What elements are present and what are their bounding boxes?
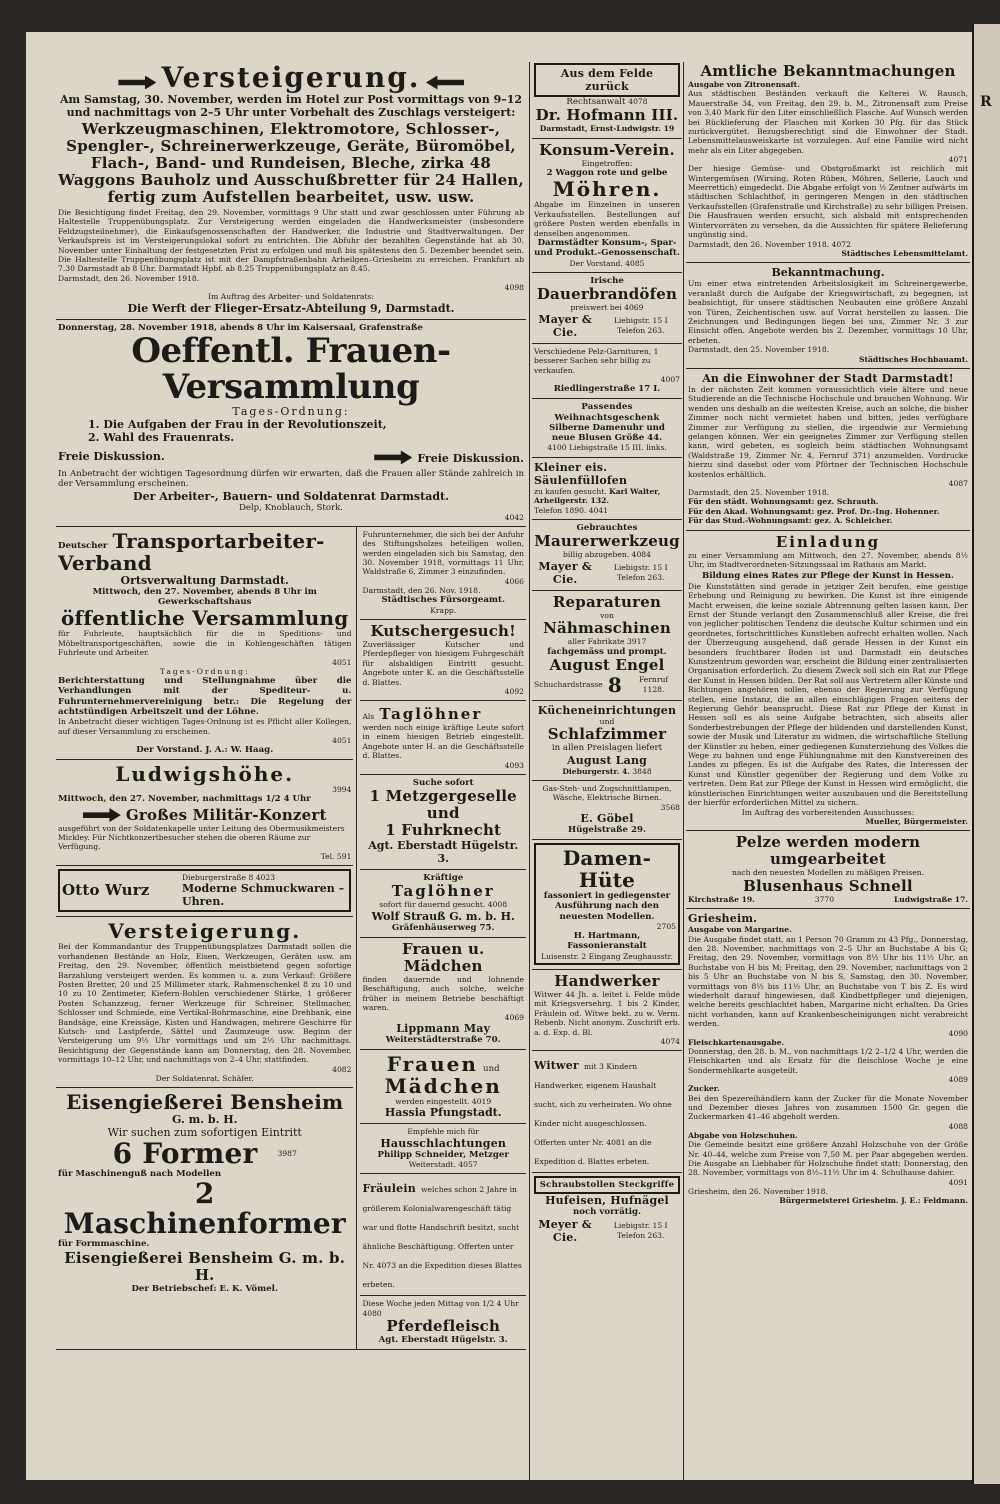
ad-code: 4051 <box>332 657 352 667</box>
widower-title: Witwer <box>534 1059 579 1073</box>
furniture-line: in allen Preislagen liefert <box>551 743 663 754</box>
lawyer-name: Dr. Hofmann III. <box>535 106 679 125</box>
horseshoe-title: Schraubstollen Steckgriffe <box>534 1176 680 1194</box>
wurz-line: Moderne Schmuckwaren – Uhren. <box>182 882 345 909</box>
foundry-for2: für Formmaschine. <box>58 1239 150 1250</box>
ad-code: 4057 <box>458 1159 478 1169</box>
lawyer-ad <box>532 60 682 139</box>
griesheim-text: Die Gemeinde besitzt eine größere Anzahl Holzschuhe von der Größe Nr. 40–44, welche zum Preise von 7,50 M. per Paar abgegeben werden. Die Ausgabe an Liebhaber für Holzschuhe findet statt: Donnerstag, den 28. November, vormittags von 8½–11½ Uhr im 4. Schulhause dahier. <box>688 1140 968 1178</box>
meeting-names: Delp, Knoblauch, Stork. <box>238 502 344 513</box>
griesheim-text: Donnerstag, den 28. b. M., von nachmittags 1/2 2–1/2 4 Uhr, werden die Fleischkarten und als Ersatz für die fleischlose Woche je eine Sondermehlkarte ausgeteilt. <box>688 1047 968 1075</box>
stoves-ad <box>532 273 682 344</box>
announcement <box>686 263 970 369</box>
horsemeat-title: Pferdefleisch <box>386 1317 501 1336</box>
sewing-tel: Fernruf 1128. <box>638 675 669 694</box>
announcement-title: Bekanntmachung. <box>771 266 885 280</box>
pointing-hand-icon <box>118 76 156 90</box>
ad-code: 4072 <box>831 239 851 249</box>
horseshoe-addr: Liebigstr. 15 I Telefon 263. <box>613 1221 668 1240</box>
stoves-line: preiswert bei <box>570 303 622 313</box>
goebel-ad <box>532 781 682 840</box>
residents-date: Darmstadt, den 25. November 1918. <box>688 488 830 498</box>
ad-code: 4084 <box>631 550 651 560</box>
hats-firm: H. Hartmann, Fassonieranstalt <box>567 930 647 952</box>
transport-pre: Deutscher <box>58 540 108 551</box>
ad-code: 3987 <box>277 1149 297 1159</box>
schneider-ad <box>360 1124 526 1174</box>
ad-code: 4051 <box>332 736 352 746</box>
stoves-addr: Liebigstr. 15 I Telefon 263. <box>613 316 668 335</box>
sewing-firm: August Engel <box>549 655 665 674</box>
agenda-item: 2. Wahl des Frauenrats. <box>88 430 235 444</box>
goebel-firm: E. Göbel <box>580 811 634 825</box>
hassia-w2: Mädchen <box>384 1073 502 1098</box>
residents-text: In der nächsten Zeit kommen voraussichtlich viele ältere und neue Studierende an die Technische Hochschule und brauchen Wohnung. Wir wenden uns deshalb an die weitesten Kreise, auch an solche, die bisher Zimmer noch nicht vermietet haben und bitten, jedes verfügbare Zimmer zur Verfügung zu stellen, die irgendwie zur Vermietung gelangen können. Wer ein geeignetes Zimmer zur Verfügung stellen kann, wird gebeten, es sogleich beim städtischen Wohnungsamt (Waldstraße 19, Zimmer Nr. 4, Fernruf 371) anzumelden. Vordrucke hierzu sind dasebst oder vom Pförtner der Technischen Hochschule kostenlos erhältlich. <box>688 384 968 479</box>
wurz-name: Otto Wurz <box>62 882 150 900</box>
stove-wanted-title: Kleiner eis. Säulenfüllofen <box>534 460 628 487</box>
fraeulein-title: Fräulein <box>362 1182 416 1196</box>
sewing-line: aller Fabrikate <box>567 637 625 647</box>
goebel-text: Gas-Steh- und Zugschnittlampen, Wäsche, Elektrische Birnen. <box>542 783 672 803</box>
ad-code: 4090 <box>948 1028 968 1038</box>
strauss-addr: Gräfenhäuserweg 75. <box>391 922 495 933</box>
sewing-repair-ad <box>532 591 682 701</box>
ad-code: 4092 <box>504 687 524 697</box>
remodel-sub: nach den neuesten Modellen zu mäßigen Preisen. <box>731 868 925 878</box>
ad-code: 4100 <box>547 443 567 453</box>
ad-code: 4069 <box>504 1012 524 1022</box>
furniture-ad <box>532 701 682 781</box>
hats-addr: Luisenstr. 2 Eingang Zeughausstr. <box>541 951 673 961</box>
may-text: finden dauernde und lohnende Beschäftigung, auch solche, welche früher in meinem Betriebe beschäftigt waren. <box>362 974 524 1013</box>
furniture-head: Schlafzimmer <box>547 725 667 744</box>
meeting-signature: Der Arbeiter-, Bauern- und Soldatenrat Darmstadt. <box>133 489 449 503</box>
notices-date: Darmstadt, den 26. November 1918. <box>688 239 830 249</box>
auction-items: Werkzeugmaschinen, Elektromotore, Schlosser-, Spengler-, Schreinerwerkzeuge, Geräte, Büromöbel, Flach-, Band- und Rundeisen, Bleche, zirka 48 Waggons Bauholz und Ausschußbretter für 24 Hallen, fertig zum Aufstellen bearbeitet, usw. usw. <box>58 120 524 206</box>
strauss-title: Taglöhner <box>391 882 495 901</box>
griesheim-sub: Fleischkartenausgabe. <box>688 1037 785 1047</box>
concert-head: Großes Militär-Konzert <box>125 805 327 824</box>
mason-pre: Gebrauchtes <box>576 523 638 534</box>
may-firm: Lippmann May <box>396 1021 491 1035</box>
foundry-sub: G. m. b. H. <box>171 1112 238 1126</box>
left-column <box>56 60 526 1350</box>
sewing-head: Nähmaschinen <box>543 619 671 638</box>
ad-code: 4007 <box>660 374 680 384</box>
art-council-text: Die Kunststätten sind gerade in jetziger Zeit berufen, eine geistige Erhebung und Reinigung zu bewirken. Die Kunst ist ihre einigende Macht erweisen, die keine soziale Abtrennung gelten lassen kann. Der Ernst der Stunde verlangt den Zusammenschluß aller Kreise, die frei von jeglicher politischen Tendenz die deutsche Kultur schirmen und ein geordnetes, fortschrittliches Kunstleben aufrecht erhalten wollen. Nach der Überzeugung ausgehend, daß gerade Hessen in der Kunst ein besonders fruchtbarer Boden ist und Darmstadt ein deutsches Kunstzentrum geworden war, erscheint die Bildung einer zentralisierten Organisation erforderlich. Zu diesem Zweck soll sich ein Rat zur Pflege der Kunst in Hessen bilden. Der Rat soll aus Vertretern aller Künste und Richtungen angehören sollen, ebenso der Regierung zur Verfügung stellen, eine Instanz, die an allen einschlägigen Fragen seitens der Regierung Gehör beansprucht. Diese Rat zur Pflege der Kunst in Hessen soll es als seine Aufgabe betrachten, sich abseits aller Sonderbestrebungen der Pflege der bildenden und darstellenden Kunst, sowie der Musik und Literatur zu widmen, die wirtschaftliche Stellung der Künstler zu heben, einer gediegenen Kunsterziehung des Volkes die Wege zu bahnen und enge Fühlungnahme mit den Kunstvereinen des Landes zu pflegen. Es ist die Aufgabe des Rates, die Interessen der Kunst und Künstler gegenüber der Regierung und dem Volke zu vertreten. Dem Rat zur Pflege der Kunst in Hessen wird ermöglicht, die künstlerischen Einrichtungen weiter auszubauen und die Bereitstellung der hierfür erforderlichen Mittel zu sichern. <box>688 581 968 808</box>
hats-line: fassoniert in gediegenster Ausführung nach den neuesten Modellen. <box>543 891 671 922</box>
hassia-und: und <box>483 1063 500 1074</box>
furs-ad <box>532 344 682 400</box>
ad-code: 4023 <box>255 872 276 882</box>
gift-line: neue Blusen Größe 44. <box>551 433 663 444</box>
art-council-auth: Im Auftrag des vorbereitenden Ausschusses: <box>741 807 915 817</box>
laborer-text: werden noch einige kräftige Leute sofort in einem hiesigen Betrieb eingestellt. Angebote unter H. an die Geschäftsstelle d. Blattes. <box>362 723 524 761</box>
announcement-office: Städtisches Hochbauamt. <box>858 354 968 364</box>
griesheim-title: Griesheim. <box>688 912 758 926</box>
transport-for: für Fuhrleute, hauptsächlich für die in Speditions- und Möbeltransportgeschäften, sowie die in Kohlengeschäften tätigen Fuhrleute und Arbeiter. <box>58 629 352 658</box>
butcher-ad <box>360 775 526 870</box>
art-council-title: Bildung eines Rates zur Pflege der Kunst in Hessen. <box>701 571 955 582</box>
widower-ad <box>532 1051 682 1173</box>
lawyer-title: Aus dem Felde zurück <box>534 63 680 97</box>
ad-code: 3994 <box>332 785 352 795</box>
sewing-num: 8 <box>607 672 623 697</box>
butcher-line: 1 Metzgergeselle und <box>369 786 517 822</box>
butcher-addr: Agt. Eberstadt Hügelstr. 3. <box>368 838 519 865</box>
concert-body: ausgeführt von der Soldatenkapelle unter Leitung des Obermusikmeisters Mickley. Für Nichtkonzertbesucher stehen die oberen Räume zur Verfügung. <box>58 823 345 852</box>
coop-sig: Der Vorstand. <box>569 258 623 268</box>
notices-sub: Ausgabe von Zitronensaft. <box>688 80 800 89</box>
coop-title: Konsum-Verein. <box>539 140 675 159</box>
ad-code: 4078 <box>628 97 648 106</box>
notices-text: Aus städtischen Beständen verkauft die Kelterei W. Rausch, Mauerstraße 34, von Freitag, den 29. b. M., Zitronensaft zum Preise von 3,40 Mark für den Liter einschließlich Flasche. Auf Wunsch werden bei Rücklieferung der Flaschen mit Korken 30 Pfg. für das Stück zurückvergütet. Bezugsberechtigt sind die Einwohner der Stadt. Lebensmittelausweiskarte ist vorzulegen. Auf eine Familie wird nicht mehr als ein Liter abgegeben. <box>688 89 968 155</box>
handwerker-title: Handwerker <box>554 971 660 990</box>
handwerker-ad <box>532 970 682 1051</box>
coop-firm: Darmstädter Konsum-, Spar- und Produkt.-Genossenschaft. <box>534 238 680 259</box>
coop-line: 2 Waggon rote und gelbe <box>546 168 668 179</box>
ad-code: 4085 <box>625 258 645 268</box>
ad-code: 4089 <box>948 1075 968 1085</box>
fuhr-office: Städtisches Fürsorgeamt. <box>381 595 505 606</box>
sewing-von: von <box>600 610 614 620</box>
lawyer-sub: Rechtsanwalt <box>566 97 626 107</box>
strauss-pre: Kräftige <box>423 872 464 883</box>
mason-addr: Liebigstr. 15 I Telefon 263. <box>613 563 668 582</box>
griesheim-notices <box>686 909 970 1210</box>
pointing-hand-icon <box>83 808 121 822</box>
meeting-body: In Anbetracht der wichtigen Tagesordnung dürfen wir erwarten, daß die Frauen aller Stände zahlreich in der Versammlung erscheinen. <box>58 468 524 490</box>
ad-code: 3917 <box>626 637 647 647</box>
remodel-title: Pelze werden modern umgearbeitet <box>735 833 921 869</box>
sewing-title: Reparaturen <box>552 592 662 611</box>
adjacent-page-edge <box>972 24 1000 1484</box>
column-rule <box>529 62 530 1480</box>
ad-code: 4066 <box>504 576 524 586</box>
gift-ad <box>532 399 682 458</box>
mason-line: billig abzugeben. <box>563 550 630 560</box>
residents-title: An die Einwohner der Stadt Darmstadt! <box>702 371 954 385</box>
middle-column <box>532 60 682 1248</box>
remodel-addr: Ludwigstraße 17. <box>893 894 968 904</box>
stove-wanted-text: zu kaufen gesucht. <box>534 486 607 496</box>
schneider-addr: Weiterstadt. <box>408 1159 456 1169</box>
griesheim-text: Die Ausgabe findet statt, an 1 Person 70 Gramm zu 43 Pfg., Donnerstag, den 28. November, nachmittags von 2–5 Uhr an Buchstabe A bis G; Freitag, den 29. November, vormittags von 8½ Uhr bis 11½ Uhr, an Buchstabe von H bis M; Freitag, den 29. November, nachmittags von 2 bis 5 Uhr an Buchstabe von N bis S, Samstag, den 30. November, vormittags von 8½ bis 11½ Uhr, an Buchstabe von T bis Z. Es wird wiederholt darauf hingewiesen, daß Kindbettpfleger und diejenigen, welche bereits geschlachtet haben, Margarine nicht erhalten. Da Gries nicht vorhanden, kann auf Krankenbescheinigungen nicht verabreicht werden. <box>688 934 968 1029</box>
foundry-firm: Eisengießerei Bensheim G. m. b. H. <box>64 1248 346 1284</box>
furniture-title: Kücheneinrichtungen <box>537 703 677 717</box>
ludwigshoehe-ad <box>56 760 353 866</box>
women-meeting-ad <box>56 320 526 527</box>
auction-date: Darmstadt, den 26. November 1918. <box>58 273 200 283</box>
stove-wanted-tel: Telefon 1890. <box>534 505 587 515</box>
horseshoe-firm: Meyer & Cie. <box>538 1217 592 1244</box>
furniture-firm: August Lang <box>566 753 648 767</box>
griesheim-text: Bei den Spezereihändlern kann der Zucker für die Monate November und Dezember dieses Jahres von zusammen 1500 Gr. gegen die Zuckermarken 41–46 abgeholt werden. <box>688 1093 968 1122</box>
residents-signature: Für das Stud.-Wohnungsamt: gez. A. Schleicher. <box>688 516 893 526</box>
griesheim-signature: Bürgermeisterei Griesheim. J. E.: Feldmann. <box>779 1196 968 1206</box>
auction-ad <box>56 60 526 320</box>
ad-code: 4088 <box>948 1121 968 1131</box>
butcher-pre: Suche sofort <box>412 777 474 788</box>
ad-code: 4069 <box>624 303 644 313</box>
coop-pre: Eingetroffen: <box>581 158 633 168</box>
fuhr-date: Darmstadt, den 26. Nov. 1918. <box>362 585 481 595</box>
ad-code: 4071 <box>948 155 968 165</box>
hassia-text: werden eingestellt. <box>395 1096 470 1106</box>
transport-topic: Berichterstattung und Stellungnahme über die Verhandlungen mit der Spediteur- u. Fuhrunternehmervereinigung betr.: Die Regelung der achtstündigen Arbeitszeit und der Löhne. <box>58 676 352 717</box>
notices-title: Amtliche Bekanntmachungen <box>700 62 956 80</box>
ad-code: 4008 <box>487 900 508 910</box>
residents-notice <box>686 369 970 531</box>
horseshoe-ad <box>532 1173 682 1248</box>
transport-when: Mittwoch, den 27. November, abends 8 Uhr im Gewerkschaftshaus <box>92 586 317 608</box>
invitation <box>686 531 970 832</box>
furniture-addr: Dieburgerstr. 4. <box>562 766 630 776</box>
official-notices <box>686 60 970 263</box>
auction2-ad <box>56 917 353 1088</box>
concert-when: Mittwoch, den 27. November, nachmittags 1/2 4 Uhr <box>58 794 311 805</box>
mason-title: Maurerwerkzeug <box>534 532 680 551</box>
auction2-title: Versteigerung. <box>108 919 302 944</box>
may-addr: Weiterstädterstraße 70. <box>385 1034 501 1045</box>
otto-wurz-ad <box>56 866 353 917</box>
coachman-text: Zuverlässiger Kutscher und Pferdepfleger von hiesigem Fuhrgeschäft für alsbaldigen Eintritt gesucht. Angebote unter K. an die Geschäftsstelle d. Blattes. <box>362 639 524 687</box>
griesheim-sub: Zucker. <box>688 1084 720 1094</box>
meeting-agenda: Tages-Ordnung: <box>232 404 350 418</box>
fuhr-name: Krapp. <box>430 605 457 615</box>
gift-line: Silberne Damenuhr und <box>549 422 665 433</box>
hassia-ad <box>360 1050 526 1124</box>
coachman-ad <box>360 620 526 701</box>
meeting-header: Donnerstag, 28. November 1918, abends 8 Uhr im Kaisersaal, Grafenstraße <box>58 322 423 333</box>
foundry-count: 6 Former <box>112 1136 258 1170</box>
fraeulein-text: welches schon 2 Jahre in größerem Kolonialwarengeschäft tätig war und flotte Handschrift besitzt, sucht ähnliche Beschäftigung. Offerten unter Nr. 4073 an die Expedition dieses Blattes erbeten. <box>362 1185 522 1290</box>
ad-code: 4080 <box>362 1308 382 1318</box>
widower-text: mit 3 Kindern Handwerker, eigenem Haushalt sucht, sich zu verheiraten. Wo ohne Kinder nicht ausgeschlossen. Offerten unter Nr. 4081 an die Expedition d. Blattes erbeten. <box>534 1062 672 1167</box>
foundry-signature: Der Betriebschef: E. K. Vömel. <box>131 1283 278 1294</box>
auction2-signature: Der Soldatenrat. Schäfer. <box>155 1073 254 1083</box>
horseshoe-line: Hufeisen, Hufnägel <box>545 1194 669 1208</box>
day-laborer-ad <box>360 701 526 775</box>
furniture-und: und <box>599 716 615 726</box>
residents-signature: Für den städt. Wohnungsamt: gez. Schrauth. <box>688 497 879 507</box>
pointing-hand-icon <box>426 76 464 90</box>
ad-code: 4074 <box>660 1037 680 1047</box>
foundry-for: für Maschinenguß nach Modellen <box>58 1168 222 1179</box>
horseshoe-line: noch vorrätig. <box>572 1207 642 1218</box>
notices-office: Städtisches Lebensmittelamt. <box>841 248 968 258</box>
coop-head: Möhren. <box>552 177 662 202</box>
laborer-title: Taglöhner <box>379 705 483 724</box>
ad-code: 4091 <box>948 1177 968 1187</box>
invitation-text: zu einer Versammlung am Mittwoch, den 27. November, abends 8½ Uhr, im Stadtverordneten-Sitzungssaal im Rathaus am Markt. <box>688 550 968 570</box>
announcement-date: Darmstadt, den 25. November 1918. <box>688 345 830 355</box>
meeting-title: Oeffentl. Frauen-Versammlung <box>131 330 451 407</box>
ad-code: 4042 <box>504 512 524 522</box>
sewing-addr: Schuchardstrasse <box>534 680 603 690</box>
concert-tel: Tel. 591 <box>320 851 352 861</box>
ad-code: 2705 <box>656 921 676 931</box>
consumer-coop-ad <box>532 139 682 273</box>
stove-wanted-ad <box>532 458 682 520</box>
furs-remodel-ad <box>686 831 970 909</box>
transport-signature: Der Vorstand. J. A.: W. Haag. <box>136 745 274 756</box>
transport-head: öffentliche Versammlung <box>61 606 349 631</box>
ad-code: 3770 <box>814 894 835 904</box>
notices-text2: Der hiesige Gemüse- und Obstgroßmarkt ist reichlich mit Wintergemüsen (Wirsing, Roten Rüben, Möhren, Sellerie, Lauch und Meerrettich) eingedeckt. Die Abgabe erfolgt von ½ Zentner aufwärts im städtischen Schlachthof, in geringeren Mengen in den städtischen Verkaufsstellen (Grafenstraße und Kirchstraße) zu sehr billigen Preisen. Die Hausfrauen werden ersucht, sich alsbald mit entsprechenden Wintervorräten zu versehen, da die Aussichten für spätere Belieferung ungünstig sind. <box>688 164 968 240</box>
furs-addr: Riedlingerstraße 17 I. <box>553 383 661 394</box>
furs-text: Verschiedene Pelz-Garnituren, 1 besserer Sachen sehr billig zu verkaufen. <box>534 346 659 375</box>
pointing-hand-icon <box>374 450 412 464</box>
stoves-title: Dauerbrandöfen <box>536 285 678 304</box>
transport-workers-ad <box>56 527 353 761</box>
strauss-text: sofort für dauernd gesucht. <box>379 900 486 910</box>
ludwigshoehe-title: Ludwigshöhe. <box>115 762 295 787</box>
stoves-pre: Irische <box>590 276 624 287</box>
goebel-addr: Hügelstraße 29. <box>568 824 646 835</box>
transport-agenda: Tages-Ordnung: <box>159 666 250 676</box>
auction2-body: Bei der Kommandantur des Truppenübungsplatzes Darmstadt sollen die vorhandenen Bestände an Holz, Eisen, Werkzeugen, Geräten usw. am Freitag, den 29. November, öffentlich meistbietend gegen sofortige Barzahlung versteigert werden. Es kommen u. a. zum Verkauf: Größere Posten Bretter, 20 und 25 Millimeter stark, Rahmenschenkel 8 zu 10 und 10 zu 10 Zentimeter, Kiefern-Bohlen verschiedener Stärke, 1 größerer Posten Schanzzeug, ferner Werkzeuge für Schreiner, Stellmacher, Schlosser und Schmiede, eine Vertikal-Bohrmaschine, eine Drehbank, eine Bandsäge, eine Kreissäge, Kisten und Handwagen, mehrere Geschirre für Kutsch- und Lastpferde, Sättel und Zaumzeuge usw. Beginn der Versteigerung um 9½ Uhr vormittags und um 2½ Uhr nachmittags. Besichtigung der Gegenstände kann am Donnerstag, den 28. November, vormittags 10–12 Uhr, und nachmittags von 2–4 Uhr, stattfinden. <box>58 942 352 1065</box>
griesheim-sub: Ausgabe von Margarine. <box>688 925 792 935</box>
foundry-intro: Wir suchen zum sofortigen Eintritt <box>107 1125 302 1139</box>
fraeulein-ad <box>360 1174 526 1296</box>
hassia-firm: Hassia Pfungstadt. <box>384 1106 502 1120</box>
column-rule <box>683 62 684 1480</box>
coachman-title: Kutschergesuch! <box>370 621 516 640</box>
residents-signature: Für den Akad. Wohnungsamt: gez. Prof. Dr.-Ing. Hohenner. <box>688 506 940 516</box>
invitation-title: Einladung <box>775 532 881 551</box>
side-label: R <box>980 94 992 110</box>
may-title: Frauen u. Mädchen <box>401 939 485 975</box>
ad-code: 3568 <box>660 802 680 812</box>
auction-body: Die Besichtigung findet Freitag, den 29. November, vormittags 9 Uhr statt und zwar geschlossen unter Führung ab Haltestelle Truppenübungsplatz. Zur Versteigerung werden eingeladen die Handwerksmeister (insbesondere Feldzugsteilnehmer), die Einkaufsgenossenschaften der Handwerker, die Industrie und Stadtverwaltungen. Der Verkaufspreis ist im Versteigerungslokal sofort zu entrichten. Die Abfuhr der bezahlten Gegenstände hat ab 30. November unter Einhaltung der festgesetzten Frist zu erfolgen und muß bis spätestens den 5. Dezember beendet sein. Die Haltestelle Truppenübungsplatz ist mit der Dampfstraßenbahn Arheilgen–Griesheim zu erreichen. Frankfurt ab 7.30 Darmstadt ab 8 Uhr. Darmstadt Hpbf. ab 8.25 Truppenübungsplatz an 8.45. <box>58 208 524 274</box>
ad-code: 4082 <box>332 1064 352 1074</box>
free-discussion: Freie Diskussion. <box>58 449 165 463</box>
horsemeat-ad <box>360 1296 526 1349</box>
sewing-line: fachgemäss und prompt. <box>547 646 667 657</box>
griesheim-sub: Abgabe von Holzschuhen. <box>688 1130 798 1140</box>
foundry-count2: 2 Maschinenformer <box>63 1177 346 1241</box>
fuhrunternehmer-ad <box>360 527 526 620</box>
remodel-addr: Kirchstraße 19. <box>688 894 755 904</box>
ad-code: 3848 <box>632 766 652 776</box>
fuhr-text: Fuhrunternehmer, die sich bei der Anfuhr des Stiftungsholzes beteiligen wollen, werden eingeladen sich bis Samstag, den 30. November 1918, vormittags 11 Uhr, Waldstraße 6, Zimmer 3 einzufinden. <box>362 529 524 577</box>
stoves-firm: Mayer & Cie. <box>538 312 592 339</box>
griesheim-date: Griesheim, den 26. November 1918. <box>688 1186 828 1196</box>
wurz-addr: Dieburgerstraße 8 <box>182 872 254 882</box>
ad-code: 4019 <box>471 1096 492 1106</box>
free-discussion: Freie Diskussion. <box>417 451 524 465</box>
handwerker-text: Witwer 44 Jh. a. leitet i. Felde müde mit Kriegsversehrg. 1 bis 2 Kinder, Fräulein od. Witwe bekt. zu w. Verm. Rebenb. Nicht anonym. Zuschrift erb. a. d. Exp. d. Bl. <box>534 989 680 1037</box>
ad-code: 4087 <box>948 479 968 489</box>
butcher-line: 1 Fuhrknecht <box>385 820 502 839</box>
gift-title: Passendes Weihnachtsgeschenk <box>554 402 660 423</box>
schneider-firm: Philipp Schneider, Metzger <box>377 1149 509 1160</box>
schneider-title: Hausschlachtungen <box>380 1136 507 1150</box>
may-ad <box>360 938 526 1050</box>
agenda-item: 1. Die Aufgaben der Frau in der Revolutionszeit, <box>88 417 387 431</box>
ad-code: 4093 <box>504 760 524 770</box>
coop-text: Abgabe im Einzelnen in unseren Verkaufsstellen. Bestellungen auf größere Posten werden ebenfalls in denselben angenommen. <box>534 200 680 238</box>
stove-wanted-firm: Karl Walter, Arheilgerstr. 132. <box>534 486 661 506</box>
auction-signature: Die Werft der Flieger-Ersatz-Abteilung 9, Darmstadt. <box>127 301 455 315</box>
laborer-pre: Als <box>362 712 375 722</box>
auction-title: Versteigerung. <box>161 61 421 94</box>
hassia-w1: Frauen <box>386 1051 478 1076</box>
strauss-firm: Wolf Strauß G. m. b. H. <box>371 909 515 923</box>
foundry-ad <box>56 1088 353 1298</box>
auction-auth: Im Auftrag des Arbeiter- und Soldatenrats: <box>208 292 374 302</box>
remodel-firm: Blusenhaus Schnell <box>743 876 913 895</box>
art-council-signature: Mueller, Bürgermeister. <box>865 816 968 826</box>
horsemeat-addr: Agt. Eberstadt Hügelstr. 3. <box>378 1335 508 1346</box>
gift-addr: Liebigstraße 15 III. links. <box>568 443 667 453</box>
hats-ad <box>532 840 682 970</box>
transport-body: In Anbetracht dieser wichtigen Tages-Ordnung ist es Pflicht aller Kollegen, auf dieser Versammlung zu erscheinen. <box>58 717 352 736</box>
foundry-title: Eisengießerei Bensheim <box>66 1089 344 1114</box>
transport-title: Transportarbeiter-Verband <box>58 528 325 575</box>
right-column <box>686 60 970 1210</box>
ad-code: 4098 <box>504 283 524 293</box>
ad-code: 4041 <box>588 505 609 515</box>
newspaper-page <box>26 32 972 1480</box>
schneider-pre: Empfehle mich für <box>407 1127 480 1137</box>
transport-sub: Ortsverwaltung Darmstadt. <box>120 573 289 587</box>
strauss-ad <box>360 870 526 938</box>
announcement-text: Um einer etwa eintretenden Arbeitslosigkeit im Schreinergewerbe, veranlaßt durch die Aufgabe der Kriegswirtschaft, zu begegnen, ist beabsichtigt, für unsere städtischen Neubauten eine größere Anzahl von Türen, Zeichentischen usw. auf Vorrat herstellen zu lassen. Die Zeichnungen und Bedingungen liegen bei uns, Zimmer Nr. 3 zur Einsicht offen. Angebote werden bis 2. Dezember, vormittags 10 Uhr, erbeten. <box>688 279 968 345</box>
lawyer-addr: Darmstadt, Ernst-Ludwigstr. 19 <box>539 124 675 134</box>
hats-title: Damen-Hüte <box>562 846 652 893</box>
mason-tools-ad <box>532 520 682 591</box>
mason-firm: Mayer & Cie. <box>538 559 592 586</box>
horsemeat-text: Diese Woche jeden Mittag von 1/2 4 Uhr <box>362 1299 519 1309</box>
auction-intro: Am Samstag, 30. November, werden im Hotel zur Post vormittags von 9–12 und nachmittags von 2–5 Uhr unter Vorbehalt des Zuschlags versteigert: <box>59 93 523 119</box>
